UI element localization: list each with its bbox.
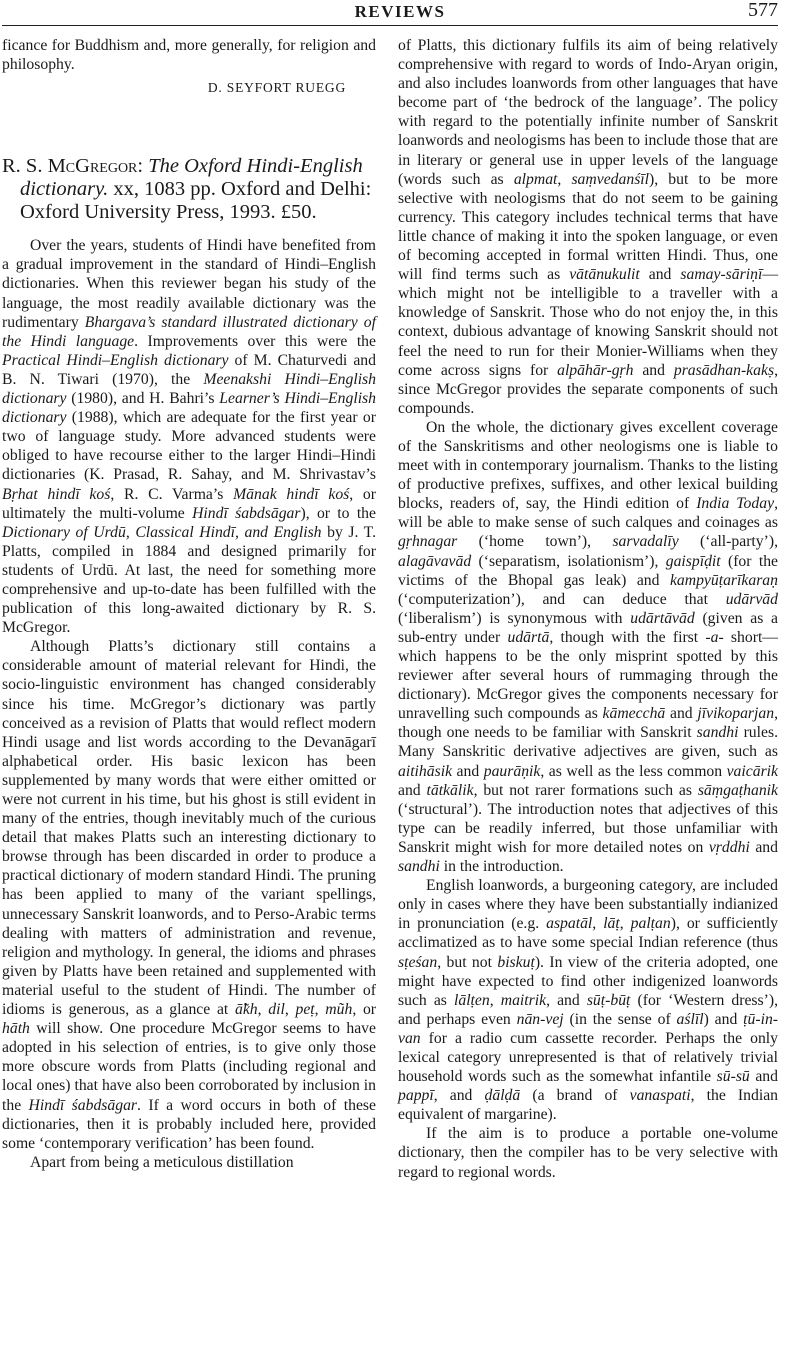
book-title: The Oxford Hindi-English dictionary. [20, 155, 363, 201]
paragraph: Although Platts’s dictionary still contains a considerable amount of material relevant for Hindi, the socio-linguistic environment has changed considerably since his time. McGregor’s dictionary was partly conceived as a revision of Platts that would reflect modern Hindi usage and list words according to the Devanāgarī alphabetical order. His basic lexicon has been supplemented by many words that were either omitted or were not current in his time, but his ghost is still evident in many of the entries, though inevitably much of the curious detail that makes Platts such an interesting dictionary to browse through has been discarded in order to produce a practical dictionary of modern standard Hindi. The pruning has been applied to many of the variant spellings, unnecessary Sanskrit loanwords, and to Perso-Arabic terms dealing with matters of administration and revenue, religion and mythology. In general, the idioms and phrases given by Platts have been retained and supplemented with material useful to the student of Hindi. The number of idioms is generous, as a glance at ā̃kh, dil, peṭ, mũh, or hāth will show. One procedure McGregor seems to have adopted in his selection of entries, is to give only those more obscure words from Platts (including regional and local ones) that have also been corroborated by inclusion in the Hindī śabdsāgar. If a word occurs in both of these dictionaries, then it is probably included here, provided some ‘contemporary verification’ has been found. [2, 638, 377, 1152]
previous-review-ending: ficance for Buddhism and, more generally, for religion and philosophy. [2, 37, 376, 74]
running-head [0, 0, 800, 24]
page-number: 577 [748, 0, 778, 21]
book-author: R. S. McGregor: [2, 155, 144, 178]
paragraph: Over the years, students of Hindi have benefited from a gradual improvement in the standard of Hindi–English dictionaries. When this reviewer began his study of the language, the most readily available dictionary was the rudimentary Bhargava’s standard illustrated dictionary of the Hindi language. Improvements over this were the Practical Hindi–English dictionary of M. Chaturvedi and B. N. Tiwari (1970), the Meenakshi Hindi–English dictionary (1980), and H. Bahri’s Learner’s Hindi–English dictionary (1988), which are adequate for the first year or two of language study. More advanced students were obliged to have recourse either to the larger Hindi–Hindi dictionaries (K. Prasad, R. Sahay, and M. Shrivastav’s Bṛhat hindī koś, R. C. Varma’s Mānak hindī koś, or ultimately the multi-volume Hindī śabdsāgar), or to the Dictionary of Urdū, Classical Hindī, and English by J. T. Platts, compiled in 1884 and designed primarily for students of Urdū. At last, the need for something more comprehensive and up-to-date has been fulfilled with the publication of this long-awaited dictionary by R. S. McGregor. [2, 237, 377, 637]
paragraph: English loanwords, a burgeoning category, are included only in cases where they have been substantially indianized in pronunciation (e.g. aspatāl, lāṭ, palṭan), or sufficiently acclimatized as to have some special Indian reference (thus sṭeśan, but not biskuṭ). In view of the criteria adopted, one might have expected to find other indigenized loanwords such as lālṭen, maitrik, and sūṭ-būṭ (for ‘Western dress’), and perhaps even nān-vej (in the sense of aślīl) and ṭū-in-van for a radio cum cassette recorder. Perhaps the only lexical category unrepresented is that of relatively trivial household words such as the somewhat infantile sū-sū and pappī, and ḍālḍā (a brand of vanaspati, the Indian equivalent of margarine). [398, 877, 779, 1124]
paragraph: Apart from being a meticulous distillation [30, 1153, 294, 1171]
header-rule [2, 25, 778, 26]
right-column [398, 36, 778, 1182]
left-column [2, 36, 376, 1172]
book-details: xx, 1083 pp. Oxford and Delhi: Oxford University Press, 1993. £50. [20, 178, 372, 224]
running-title: REVIEWS [354, 2, 446, 21]
paragraph: If the aim is to produce a portable one-volume dictionary, then the compiler has to be very selective with regard to regional words. [398, 1125, 778, 1181]
reviewer-signature: D. SEYFORT RUEGG [207, 80, 346, 96]
paragraph: of Platts, this dictionary fulfils its aim of being relatively comprehensive with regard to words of Indo-Aryan origin, and also includes loanwords from other languages that have become part of ‘the bedrock of the language’. The policy with regard to the potentially infinite number of Sanskrit loanwords and neologisms has been to include those that are in literary or general use in upper levels of the language (words such as alpmat, saṃvedanśīl), but to be more selective with neologisms that do not seem to be gaining currency. This category includes technical terms that have little chance of making it into the spoken language, or even of becoming accepted in formal written Hindi. Thus, one will find terms such as vātānukulit and samay-sāriṇī—which might not be intelligible to a traveller with a knowledge of Sanskrit. Those who do not enjoy the, in this context, dubious advantage of knowing Sanskrit should not feel the need to run for their Monier-Williams when they come across signs for alpāhār-gṛh and prasādhan-kakṣ, since McGregor provides the separate components of such compounds. [398, 37, 778, 417]
book-heading [2, 155, 376, 224]
paragraph: On the whole, the dictionary gives excellent coverage of the Sanskritisms and other neologisms one is liable to meet with in contemporary journalism. Thanks to the listing of productive prefixes, suffixes, and other lexical building blocks, readers of, say, the Hindi edition of India Today, will be able to make sense of such calques and coinages as gṛhnagar (‘home town’), sarvadalīy (‘all-party’), alagāvavād (‘separatism, isolationism’), gaispīḍit (for the victims of the Bhopal gas leak) and kampyūṭarīkaraṇ (‘computerization’), and can deduce that udārvād (‘liberalism’) is synonymous with udārtāvād (given as a sub-entry under udārtā, though with the first -a- short—which happens to be the only misprint spotted by this reviewer after several hours of rummaging through the dictionary). McGregor gives the components necessary for unravelling such compounds as kāmecchā and jīvikoparjan, though one needs to be familiar with Sanskrit sandhi rules. Many Sanskritic derivative adjectives are given, such as aitihāsik and paurāṇik, as well as the less common vaicārik and tātkālik, but not rarer formations such as sāṃgaṭhanik (‘structural’). The introduction notes that adjectives of this type can be readily inferred, but those unfamiliar with Sanskrit might wish for more detailed notes on vṛddhi and sandhi in the introduction. [398, 418, 779, 876]
